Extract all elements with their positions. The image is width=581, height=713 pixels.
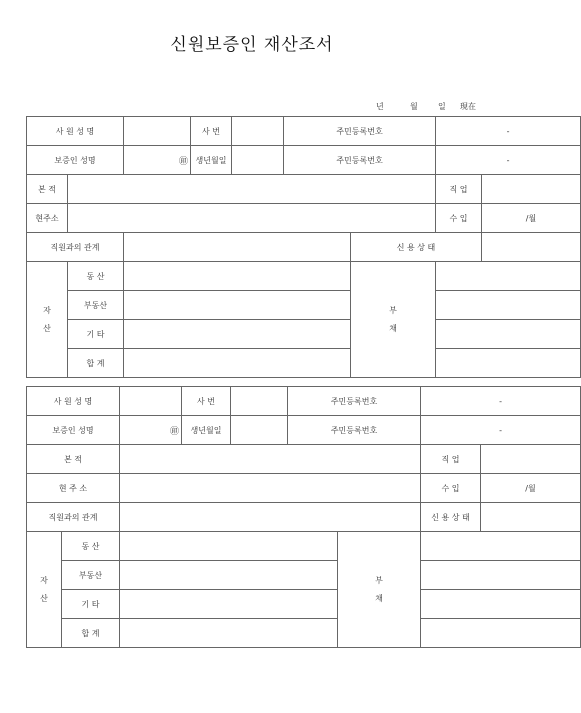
total-field-2[interactable] — [120, 619, 338, 648]
credit-status-field-2[interactable] — [481, 503, 581, 532]
liabilities-field-2-1[interactable] — [421, 532, 581, 561]
registered-origin-label-2: 본 적 — [27, 445, 120, 474]
form2-row-guarantor — [27, 416, 581, 445]
movable-label: 동 산 — [68, 262, 124, 291]
form1-row-staff — [27, 117, 581, 146]
resident-no-label-2: 주민등록번호 — [288, 387, 421, 416]
resident-no-field-2[interactable]: - — [421, 387, 581, 416]
liabilities-field-4[interactable] — [436, 349, 581, 378]
birthdate-field[interactable] — [232, 146, 284, 175]
guarantor-form-2 — [26, 386, 581, 648]
registered-origin-field[interactable] — [68, 175, 436, 204]
occupation-field[interactable] — [482, 175, 581, 204]
form1-row-total — [27, 349, 581, 378]
liabilities-field-2[interactable] — [436, 291, 581, 320]
movable-field[interactable] — [124, 262, 351, 291]
liabilities-label-2: 부 채 — [338, 532, 421, 648]
guarantor-resident-no-label-2: 주민등록번호 — [288, 416, 421, 445]
real-estate-label-2: 부동산 — [62, 561, 120, 590]
guarantor-name-label: 보증인 성명 — [27, 146, 124, 175]
total-label-2: 합 계 — [62, 619, 120, 648]
movable-field-2[interactable] — [120, 532, 338, 561]
date-month: 월 — [410, 102, 418, 111]
form2-row-total — [27, 619, 581, 648]
income-label-2: 수 입 — [421, 474, 481, 503]
guarantor-resident-no-field-2[interactable]: - — [421, 416, 581, 445]
employee-no-field[interactable] — [232, 117, 284, 146]
form1-row-origin — [27, 175, 581, 204]
liabilities-field-2-4[interactable] — [421, 619, 581, 648]
guarantor-name-field[interactable] — [124, 146, 191, 175]
liabilities-field-2-3[interactable] — [421, 590, 581, 619]
relationship-label: 직원과의 관계 — [27, 233, 124, 262]
address-field[interactable] — [68, 204, 436, 233]
form2-row-staff — [27, 387, 581, 416]
form1-row-real-estate — [27, 291, 581, 320]
date-suffix: 現在 — [460, 102, 476, 111]
real-estate-field[interactable] — [124, 291, 351, 320]
credit-status-label: 신 용 상 태 — [351, 233, 482, 262]
form1-row-other — [27, 320, 581, 349]
other-label-2: 기 타 — [62, 590, 120, 619]
relationship-field[interactable] — [124, 233, 351, 262]
form2-row-other — [27, 590, 581, 619]
liabilities-field-3[interactable] — [436, 320, 581, 349]
real-estate-label: 부동산 — [68, 291, 124, 320]
date-year: 년 — [376, 102, 384, 111]
staff-name-field-2[interactable] — [120, 387, 182, 416]
income-label: 수 입 — [436, 204, 482, 233]
form2-row-origin — [27, 445, 581, 474]
form1-row-movable — [27, 262, 581, 291]
employee-no-field-2[interactable] — [231, 387, 288, 416]
seal-mark: ㊞ — [179, 156, 189, 167]
liabilities-field-1[interactable] — [436, 262, 581, 291]
birthdate-field-2[interactable] — [231, 416, 288, 445]
credit-status-label-2: 신 용 상 태 — [421, 503, 481, 532]
income-field-2[interactable]: /월 — [481, 474, 581, 503]
credit-status-field[interactable] — [482, 233, 581, 262]
registered-origin-label: 본 적 — [27, 175, 68, 204]
birthdate-label: 생년월일 — [191, 146, 232, 175]
other-field-2[interactable] — [120, 590, 338, 619]
form1-row-relationship — [27, 233, 581, 262]
relationship-field-2[interactable] — [120, 503, 421, 532]
guarantor-resident-no-field[interactable]: - — [436, 146, 581, 175]
guarantor-name-field-2[interactable] — [120, 416, 182, 445]
occupation-field-2[interactable] — [481, 445, 581, 474]
employee-no-label-2: 사 번 — [182, 387, 231, 416]
income-field[interactable]: /월 — [482, 204, 581, 233]
movable-label-2: 동 산 — [62, 532, 120, 561]
address-field-2[interactable] — [120, 474, 421, 503]
address-label-2: 현 주 소 — [27, 474, 120, 503]
resident-no-label: 주민등록번호 — [284, 117, 436, 146]
form1-row-address — [27, 204, 581, 233]
document-title: 신원보증인 재산조서 — [170, 35, 334, 55]
assets-label: 자 산 — [27, 262, 68, 378]
address-label: 현주소 — [27, 204, 68, 233]
other-field[interactable] — [124, 320, 351, 349]
form2-row-movable — [27, 532, 581, 561]
guarantor-resident-no-label: 주민등록번호 — [284, 146, 436, 175]
guarantor-form-1 — [26, 116, 581, 378]
relationship-label-2: 직원과의 관계 — [27, 503, 120, 532]
form2-row-address — [27, 474, 581, 503]
occupation-label-2: 직 업 — [421, 445, 481, 474]
date-day: 일 — [438, 102, 446, 111]
occupation-label: 직 업 — [436, 175, 482, 204]
assets-label-2: 자 산 — [27, 532, 62, 648]
real-estate-field-2[interactable] — [120, 561, 338, 590]
total-label: 합 계 — [68, 349, 124, 378]
staff-name-label: 사 원 성 명 — [27, 117, 124, 146]
form2-row-relationship — [27, 503, 581, 532]
total-field[interactable] — [124, 349, 351, 378]
resident-no-field[interactable]: - — [436, 117, 581, 146]
other-label: 기 타 — [68, 320, 124, 349]
registered-origin-field-2[interactable] — [120, 445, 421, 474]
guarantor-name-label-2: 보증인 성명 — [27, 416, 120, 445]
birthdate-label-2: 생년월일 — [182, 416, 231, 445]
liabilities-label: 부 채 — [351, 262, 436, 378]
employee-no-label: 사 번 — [191, 117, 232, 146]
seal-mark-2: ㊞ — [170, 426, 180, 437]
staff-name-field[interactable] — [124, 117, 191, 146]
form2-row-real-estate — [27, 561, 581, 590]
liabilities-field-2-2[interactable] — [421, 561, 581, 590]
form1-row-guarantor — [27, 146, 581, 175]
staff-name-label-2: 사 원 성 명 — [27, 387, 120, 416]
